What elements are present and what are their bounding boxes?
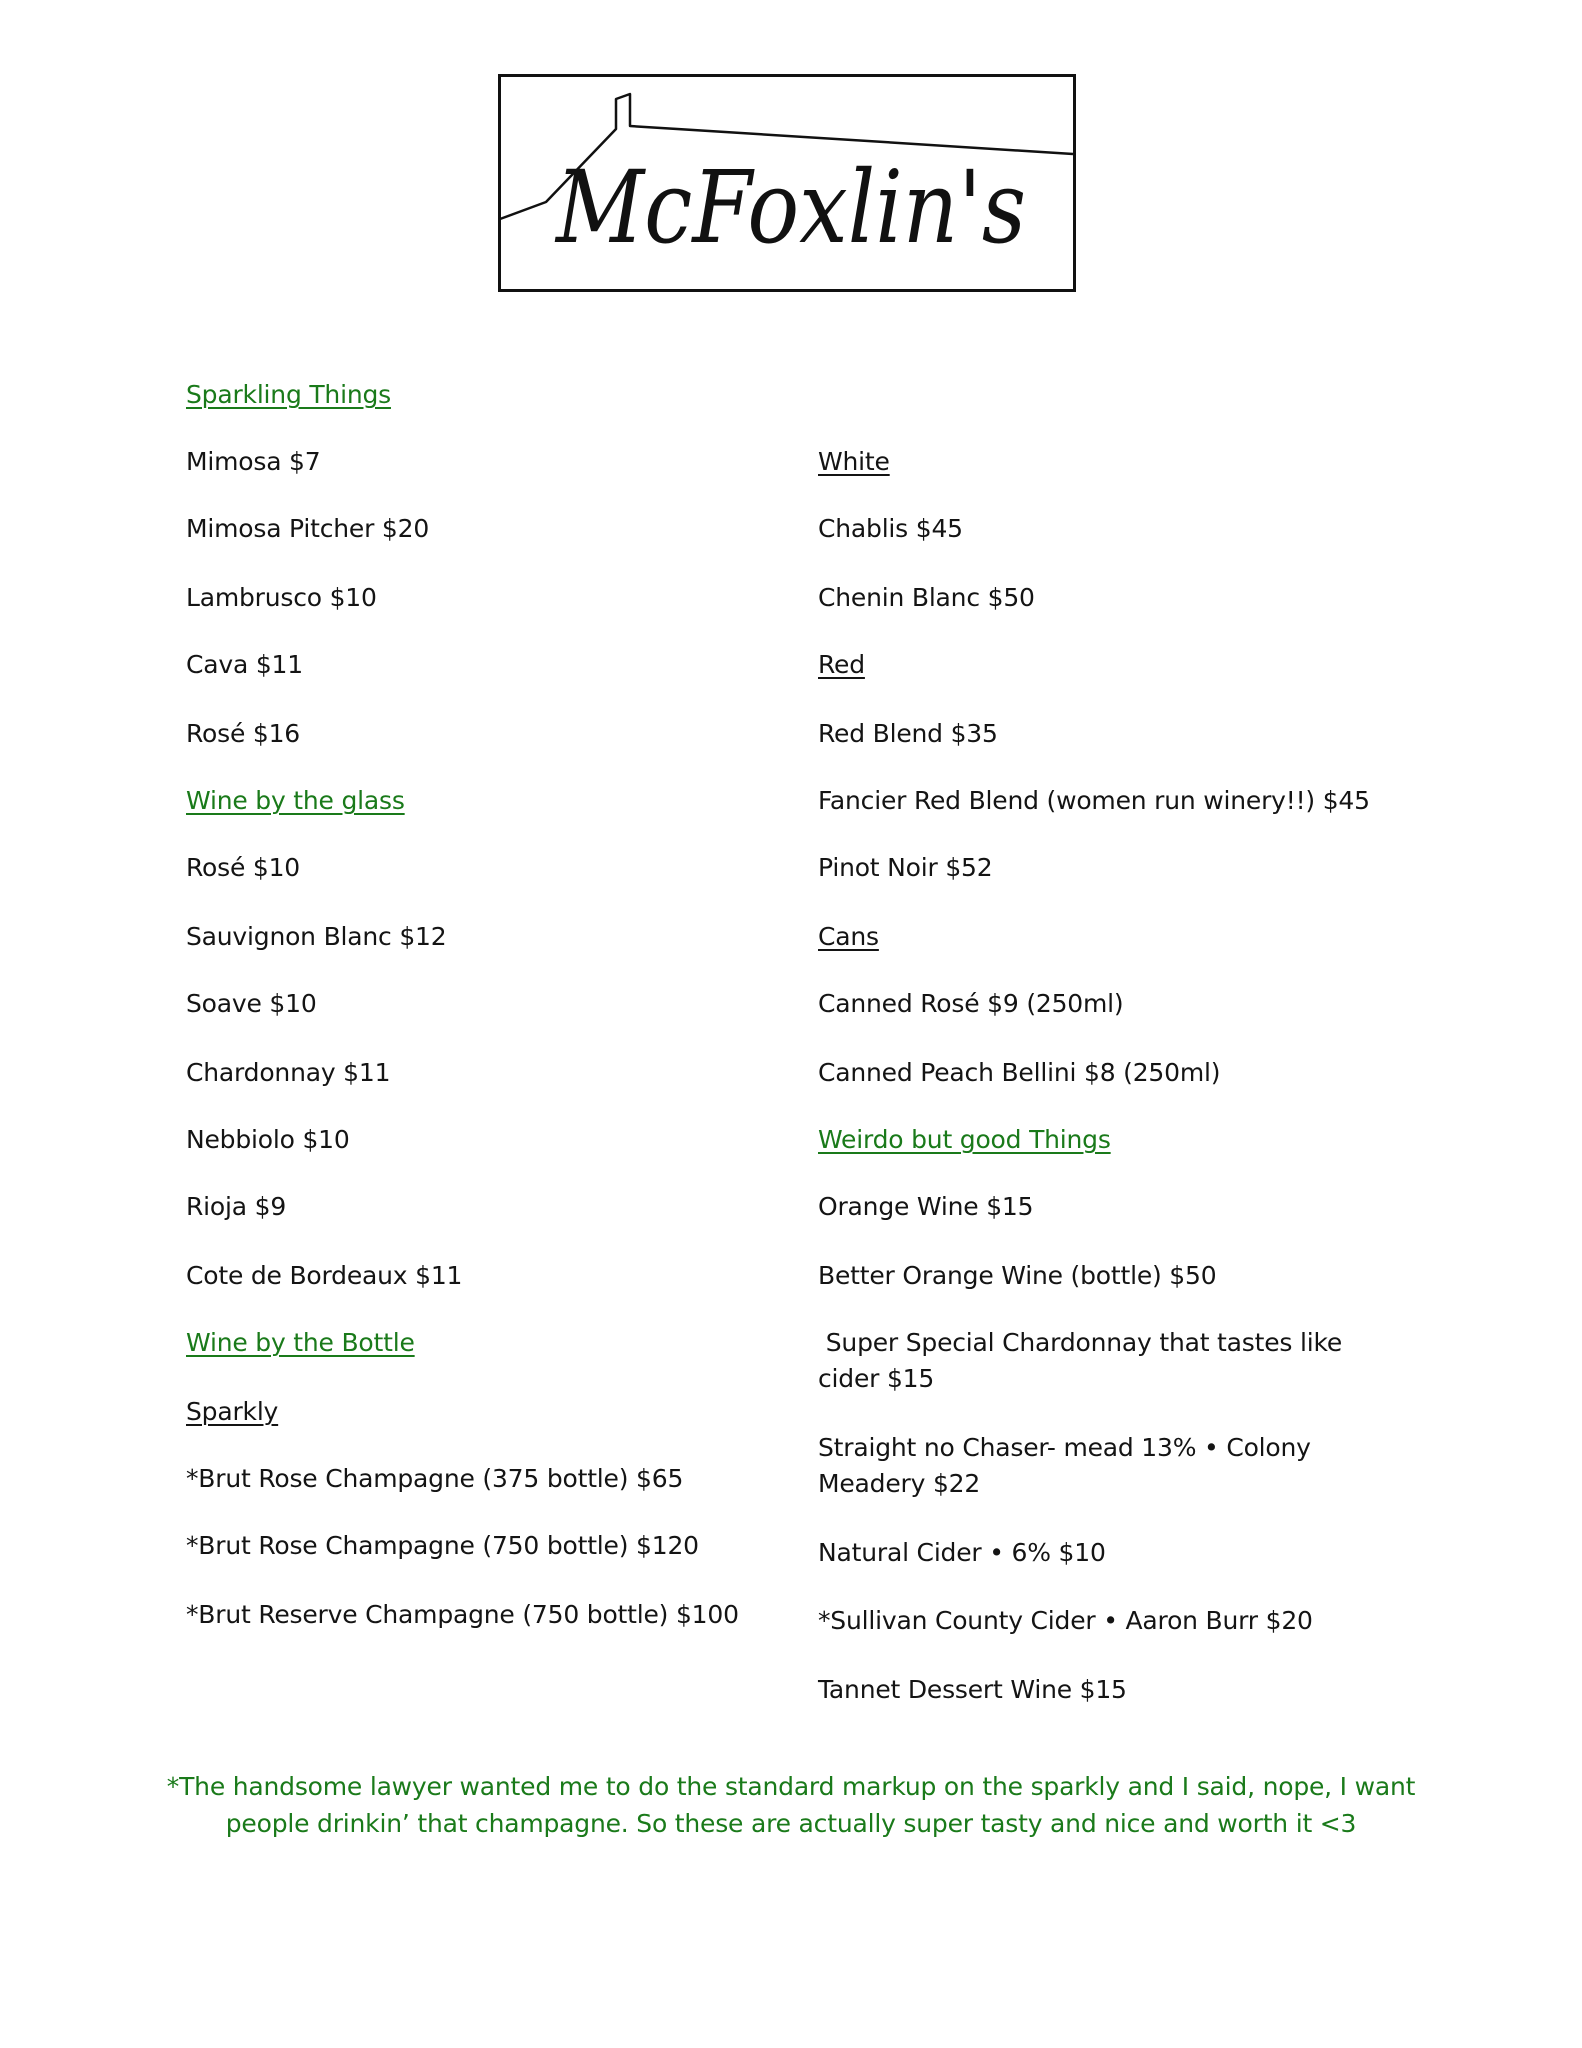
menu-item: Rosé $10 — [186, 853, 301, 882]
section-heading-weirdo: Weirdo but good Things — [818, 1125, 1111, 1154]
subsection-heading-white: White — [818, 447, 890, 476]
menu-item: Pinot Noir $52 — [818, 853, 993, 882]
mcfoxlins-logo — [498, 74, 1076, 292]
menu-item: Rosé $16 — [186, 719, 301, 748]
section-heading-sparkling: Sparkling Things — [186, 380, 391, 409]
menu-item: Tannet Dessert Wine $15 — [818, 1675, 1127, 1704]
menu-item: Fancier Red Blend (women run winery!!) $45 — [818, 786, 1370, 815]
menu-item: Canned Peach Bellini $8 (250ml) — [818, 1058, 1221, 1087]
menu-item: Sauvignon Blanc $12 — [186, 922, 447, 951]
menu-item: Lambrusco $10 — [186, 583, 377, 612]
menu-item: Nebbiolo $10 — [186, 1125, 350, 1154]
logo-drawing — [498, 74, 1076, 292]
menu-item: Mimosa Pitcher $20 — [186, 514, 430, 543]
menu-item: Orange Wine $15 — [818, 1192, 1034, 1221]
section-heading-glass: Wine by the glass — [186, 786, 405, 815]
section-heading-bottle: Wine by the Bottle — [186, 1328, 415, 1357]
subsection-heading-sparkly: Sparkly — [186, 1397, 279, 1426]
menu-item: Canned Rosé $9 (250ml) — [818, 989, 1124, 1018]
menu-item: Straight no Chaser- mead 13% • Colony Meadery $22 — [818, 1433, 1311, 1498]
menu-item: Red Blend $35 — [818, 719, 998, 748]
menu-item: Natural Cider • 6% $10 — [818, 1538, 1106, 1567]
menu-item: *Brut Rose Champagne (750 bottle) $120 — [186, 1531, 699, 1560]
subsection-heading-cans: Cans — [818, 922, 879, 951]
menu-item: Cava $11 — [186, 650, 303, 679]
menu-item: *Brut Rose Champagne (375 bottle) $65 — [186, 1464, 684, 1493]
menu-item: Soave $10 — [186, 989, 317, 1018]
menu-item: Mimosa $7 — [186, 447, 321, 476]
menu-item: Super Special Chardonnay that tastes like cider $15 — [818, 1328, 1350, 1393]
champagne-footnote: *The handsome lawyer wanted me to do the standard markup on the sparkly and I said, nope, I want people drinkin’ that champagne. So these are actually super tasty and nice and worth it <3 — [166, 1772, 1416, 1838]
menu-item: Chardonnay $11 — [186, 1058, 391, 1087]
menu-item: Rioja $9 — [186, 1192, 287, 1221]
menu-item: *Sullivan County Cider • Aaron Burr $20 — [818, 1606, 1313, 1635]
menu-item: *Brut Reserve Champagne (750 bottle) $100 — [186, 1600, 739, 1629]
menu-item: Chablis $45 — [818, 514, 963, 543]
menu-item: Chenin Blanc $50 — [818, 583, 1035, 612]
logo-text: McFoxlin's — [554, 149, 1026, 266]
menu-item: Better Orange Wine (bottle) $50 — [818, 1261, 1217, 1290]
subsection-heading-red: Red — [818, 650, 865, 679]
menu-item: Cote de Bordeaux $11 — [186, 1261, 463, 1290]
